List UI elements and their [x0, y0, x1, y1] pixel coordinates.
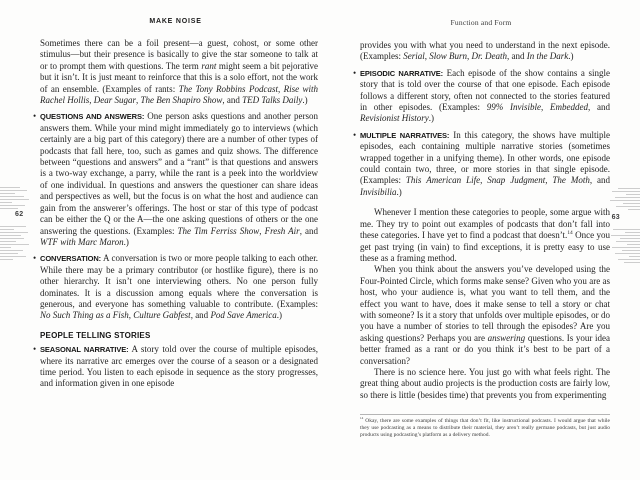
- paragraph: provides you with what you need to understand in the next episode. (Examples: Serial, Slow Burn, Dr. Death, and In the Dark.): [360, 40, 610, 62]
- bullet-text: In this category, the shows have multiple episodes, each containing multiple narrative stories (sometimes wrapped together in a unifying theme). In other words, one episode could contain two, three, or more stories in that single episode. (Examples: This American Life, Snap Judgment, The Moth, and Invisibilia.): [360, 129, 611, 197]
- paragraph: There is no science here. You just go with what feels right. The great thing about audio projects is the production costs are fairly low, so there is little (besides time) that prevents you from experimenting: [360, 366, 610, 400]
- bullet-item-conversation: [33, 253, 318, 321]
- bullet-text: One person asks questions and another person answers them. While your mind might immediately go to interviews (which certainly are a big part of this category) there are a number of other types of podcasts that fall here, too, such as games and quiz shows. The difference between “questions and answers” and a “rant” is that questions and answers is a two-way exchange, a parry, while the rant is a peek into the worldview of one individual. In questions and answers the questioner can share ideas and perspectives as well, but the focus is on what the host and audience can gain from the answerer’s offerings. The host or star of this type of podcast can be either the Q or the A—the one asking questions of others or the one answering the questions. (Examples: The Tim Ferriss Show, Fresh Air, and WTF with Marc Maron.): [40, 111, 319, 247]
- bullet-icon: •: [353, 129, 357, 140]
- bullet-icon: •: [33, 111, 37, 122]
- right-page-number: 63: [611, 214, 620, 221]
- bullet-label: MULTIPLE NARRATIVES:: [360, 130, 450, 140]
- bullet-text: Each episode of the show contains a single story that is told over the course of that one episode. Each episode follows a different story, often not connected to the stories featured in other episodes. (Examples: 99% Invisible, Embedded, and Revisionist History.): [360, 67, 610, 124]
- bullet-label: EPISODIC NARRATIVE:: [360, 68, 444, 78]
- bullet-label: QUESTIONS AND ANSWERS:: [40, 112, 145, 122]
- left-running-head: MAKE NOISE: [149, 18, 202, 25]
- page-edge-decoration-left-bottom: [0, 226, 31, 262]
- page-edge-decoration-right-top: [609, 188, 640, 212]
- section-heading: PEOPLE TELLING STORIES: [40, 330, 151, 340]
- right-running-head: Function and Form: [450, 18, 512, 27]
- footnote: $^{14}$ Okay, there are some examples of things that don’t fit, like instructional podcasts. I would argue that while they use podcasting as a means to distribute their material, they aren’t really germane podcasts, but just audio products using podcasting’s platform as a delivery method.: [360, 414, 610, 439]
- bullet-icon: •: [33, 344, 37, 355]
- bullet-item-episodic-narrative: [353, 67, 610, 125]
- paragraph: Whenever I mention these categories to people, some argue with me. They try to point out examples of podcasts that don’t fall into these categories. I have yet to find a podcast that doesn’t.$^{14}$ Once you get past trying (in vain) to find exceptions, it is pretty easy to use these as a framing method.: [360, 207, 610, 263]
- page-edge-decoration-left-top: [0, 187, 31, 211]
- paragraph: Sometimes there can be a foil present—a guest, cohost, or some other stimulus—but their presence is basically to give the star someone to talk at or to prompt them with questions. The term rant might seem a bit pejorative but it isn’t. It is just meant to reinforce that this is a solo effort, not the work of an ensemble. (Examples of rants: The Tony Robbins Podcast, Rise with Rachel Hollis, Dear Sugar, The Ben Shapiro Show, and TED Talks Daily.): [40, 38, 319, 106]
- page-edge-decoration-right-bottom: [609, 229, 640, 265]
- bullet-icon: •: [33, 253, 37, 264]
- bullet-item-questions-and-answers: [33, 111, 319, 248]
- right-page-body: [352, 40, 610, 439]
- bullet-text: A story told over the course of multiple episodes, where its narrative arc emerges over the course of a season or a designated time period. You listen to each episode in sequence as the story progresses, and information given in one episode: [40, 344, 318, 389]
- bullet-icon: •: [353, 67, 357, 78]
- right-page: [352, 18, 610, 439]
- bullet-label: SEASONAL NARRATIVE:: [40, 345, 129, 355]
- bullet-item-seasonal-narrative: [33, 344, 318, 390]
- bullet-text: A conversation is two or more people talking to each other. While there may be a primary contributor (or hostlike figure), there is no other hierarchy. It isn’t one interviewing others. No one person fully dominates. It is a discussion among equals where the conversation is generous, and everyone has something valuable to contribute. (Examples: No Such Thing as a Fish, Culture Gabfest, and Pod Save America.): [40, 253, 318, 321]
- bullet-item-multiple-narratives: [353, 129, 611, 198]
- bullet-label: CONVERSATION:: [40, 254, 102, 264]
- left-page-body: [33, 38, 318, 390]
- left-page-number: 62: [15, 211, 24, 218]
- paragraph: When you think about the answers you’ve developed using the Four-Pointed Circle, which forms make sense? Given who you are as host, who your audience is, what you want to tell them, and the effect you want to have, does it make sense to tell a story or chat with someone? Is it a story that unfolds over multiple episodes, or do you have a number of stories to tell through the episodes? Are you asking questions? Perhaps you are answering questions. Is your idea better framed as a rant or do you think it’s best to be part of a conversation?: [360, 264, 610, 366]
- left-page: [33, 18, 318, 395]
